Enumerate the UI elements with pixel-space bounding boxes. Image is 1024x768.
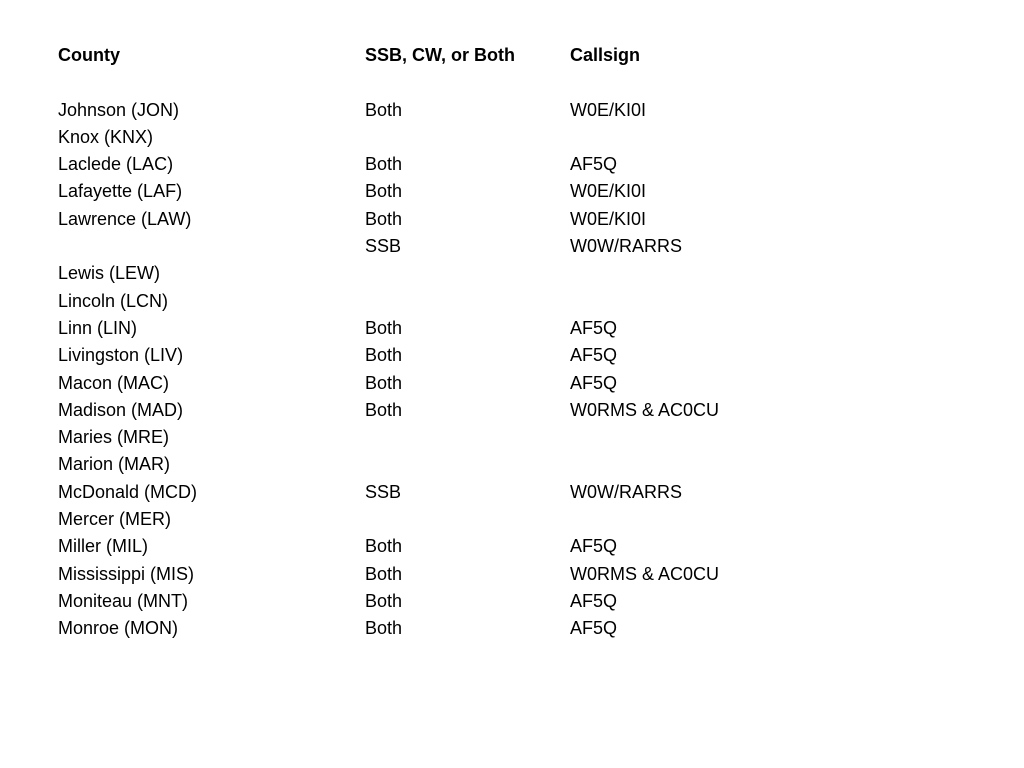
- callsign-cell: W0RMS & AC0CU: [570, 563, 720, 584]
- mode-cell: Both: [365, 372, 403, 393]
- county-cell: Madison (MAD): [58, 399, 184, 420]
- county-cell: Johnson (JON): [58, 99, 180, 120]
- county-cell: Livingston (LIV): [58, 345, 184, 366]
- county-cell: Lafayette (LAF): [58, 181, 183, 202]
- mode-cell: Both: [365, 99, 403, 120]
- county-cell: McDonald (MCD): [58, 481, 198, 502]
- mode-cell: Both: [365, 181, 403, 202]
- county-cell: Monroe (MON): [58, 618, 179, 639]
- county-cell: Marion (MAR): [58, 454, 171, 475]
- callsign-cell: AF5Q: [570, 154, 618, 175]
- callsign-cell: W0W/RARRS: [570, 236, 682, 257]
- callsign-cell: AF5Q: [570, 618, 618, 639]
- mode-cell: SSB: [365, 481, 402, 502]
- mode-cell: Both: [365, 154, 403, 175]
- callsign-cell: W0E/KI0I: [570, 208, 647, 229]
- county-cell: Lewis (LEW): [58, 263, 161, 284]
- callsign-cell: W0E/KI0I: [570, 99, 647, 120]
- county-cell: Macon (MAC): [58, 372, 170, 393]
- header-callsign: Callsign: [570, 45, 641, 65]
- callsign-cell: W0RMS & AC0CU: [570, 399, 720, 420]
- callsign-cell: W0E/KI0I: [570, 181, 647, 202]
- county-cell: Linn (LIN): [58, 317, 138, 338]
- county-cell: Lincoln (LCN): [58, 290, 169, 311]
- county-cell: Lawrence (LAW): [58, 208, 192, 229]
- callsign-cell: AF5Q: [570, 345, 618, 366]
- callsign-cell: W0W/RARRS: [570, 481, 682, 502]
- county-cell: Mercer (MER): [58, 509, 171, 530]
- callsign-cell: AF5Q: [570, 372, 618, 393]
- callsign-cell: AF5Q: [570, 536, 618, 557]
- mode-cell: Both: [365, 590, 403, 611]
- mode-cell: Both: [365, 345, 403, 366]
- mode-cell: Both: [365, 208, 403, 229]
- county-cell: Moniteau (MNT): [58, 590, 189, 611]
- mode-cell: Both: [365, 563, 403, 584]
- county-cell: Maries (MRE): [58, 427, 169, 448]
- header-county: County: [58, 45, 120, 65]
- mode-cell: Both: [365, 399, 403, 420]
- header-mode: SSB, CW, or Both: [365, 45, 515, 65]
- county-cell: Miller (MIL): [58, 536, 148, 557]
- callsign-cell: AF5Q: [570, 317, 618, 338]
- mode-cell: Both: [365, 536, 403, 557]
- callsign-cell: AF5Q: [570, 590, 618, 611]
- county-cell: Laclede (LAC): [58, 154, 174, 175]
- mode-cell: Both: [365, 317, 403, 338]
- mode-cell: SSB: [365, 236, 402, 257]
- county-cell: Mississippi (MIS): [58, 563, 195, 584]
- mode-cell: Both: [365, 618, 403, 639]
- county-cell: Knox (KNX): [58, 126, 154, 147]
